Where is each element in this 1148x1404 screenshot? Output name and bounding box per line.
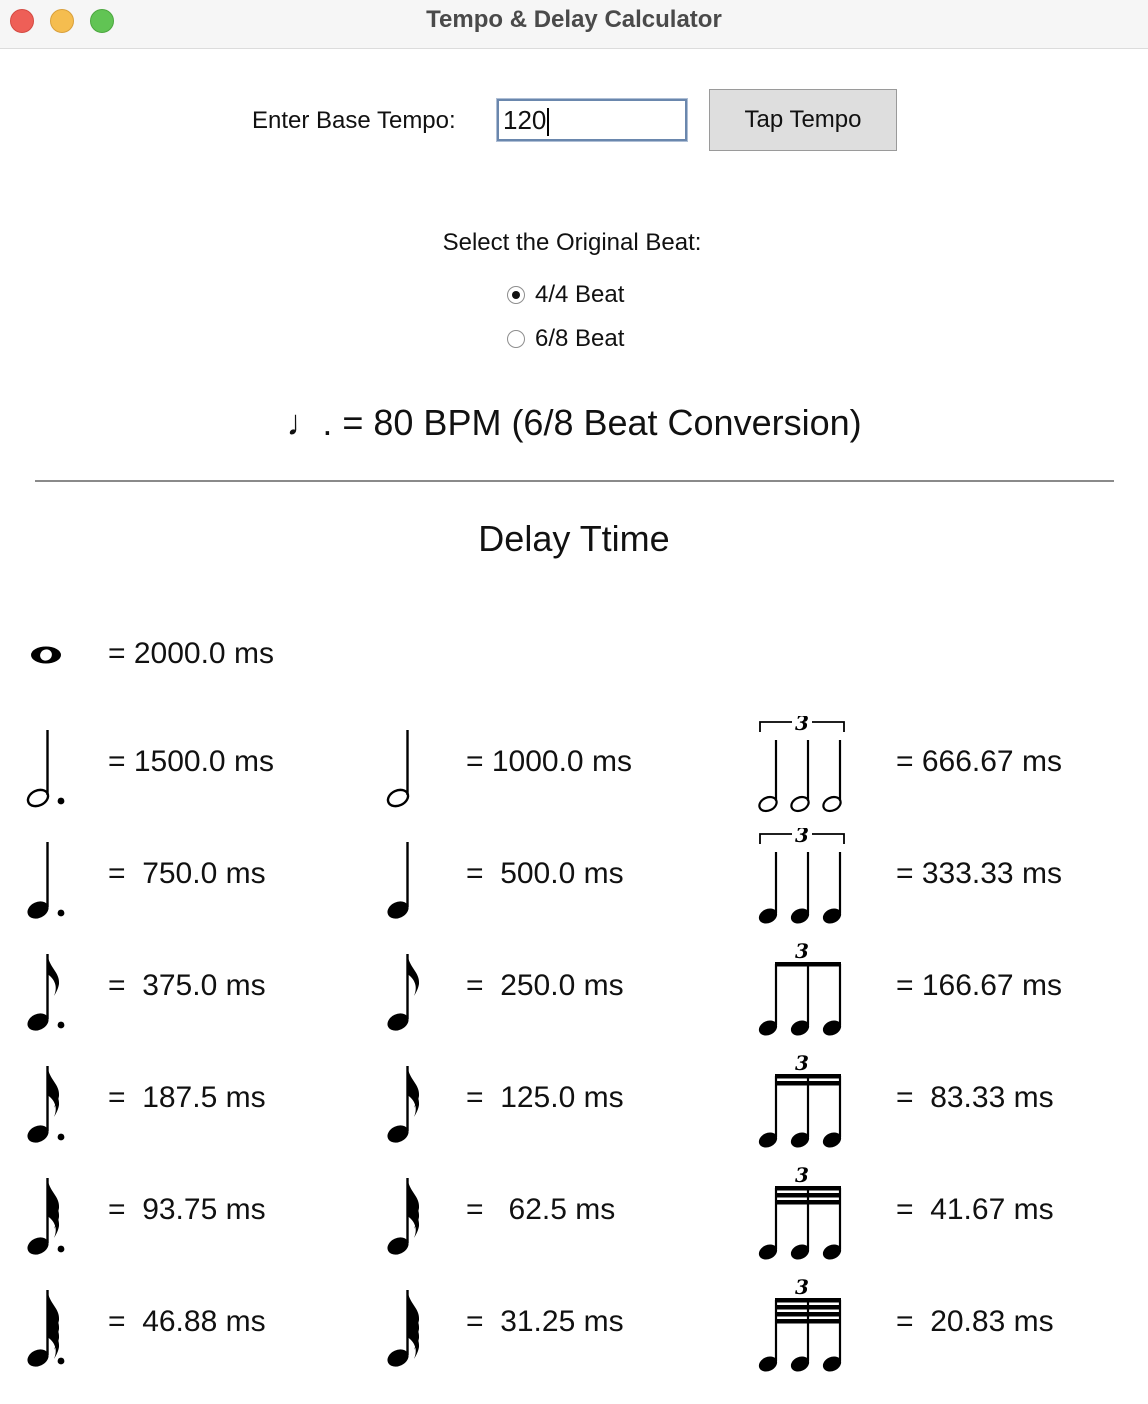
triplet-note-value: = 20.83 ms: [896, 1305, 1054, 1338]
radio-6-8-beat[interactable]: [507, 325, 624, 353]
whole-note-icon: [26, 640, 66, 670]
radio-label-4-4: 4/4 Beat: [535, 281, 625, 308]
dotted-sixteenth-note-icon: [24, 1060, 74, 1150]
dotted-quarter-note-icon: [24, 836, 74, 926]
straight-note-value: = 500.0 ms: [466, 857, 624, 890]
straight-note-value: = 1000.0 ms: [466, 745, 632, 778]
eighth-note-icon: [384, 948, 434, 1038]
whole-note-value: = 2000.0 ms: [108, 637, 274, 670]
sixty-fourth-note-icon: [384, 1284, 434, 1374]
dotted-note-value: = 46.88 ms: [108, 1305, 266, 1338]
dotted-note-value: = 1500.0 ms: [108, 745, 274, 778]
thirty-second-note-triplet-icon: [756, 1164, 852, 1264]
svg-text:3: 3: [795, 1164, 809, 1187]
eighth-note-triplet-icon: [756, 940, 852, 1040]
tap-tempo-button[interactable]: Tap Tempo: [709, 89, 897, 151]
dotted-note-value: = 187.5 ms: [108, 1081, 266, 1114]
text-caret: [547, 108, 549, 136]
half-note-triplet-icon: [756, 716, 852, 816]
radio-circle-selected[interactable]: [507, 286, 525, 304]
half-note-icon: [384, 724, 434, 814]
straight-note-value: = 31.25 ms: [466, 1305, 624, 1338]
title-bar: [0, 0, 1148, 49]
triplet-note-value: = 166.67 ms: [896, 969, 1062, 1002]
triplet-note-value: = 83.33 ms: [896, 1081, 1054, 1114]
triplet-note-value: = 333.33 ms: [896, 857, 1062, 890]
delay-section-title: Delay Ttime: [478, 518, 670, 559]
triplet-note-value: = 41.67 ms: [896, 1193, 1054, 1226]
beat-prompt: Select the Original Beat:: [442, 229, 702, 256]
straight-note-value: = 125.0 ms: [466, 1081, 624, 1114]
sixteenth-note-icon: [384, 1060, 434, 1150]
dotted-thirty-second-note-icon: [24, 1172, 74, 1262]
triplet-note-value: = 666.67 ms: [896, 745, 1062, 778]
straight-note-value: = 62.5 ms: [466, 1193, 616, 1226]
sixteenth-note-triplet-icon: [756, 1052, 852, 1152]
tempo-input[interactable]: [497, 99, 687, 141]
dotted-note-value: = 93.75 ms: [108, 1193, 266, 1226]
quarter-note-icon: [384, 836, 434, 926]
tempo-label: Enter Base Tempo:: [252, 107, 456, 134]
dotted-sixty-fourth-note-icon: [24, 1284, 74, 1374]
radio-circle[interactable]: [507, 330, 525, 348]
svg-text:3: 3: [795, 940, 809, 963]
divider: [35, 480, 1114, 482]
svg-text:3: 3: [795, 828, 809, 847]
bpm-conversion-text: ♩. = 80 BPM (6/8 Beat Conversion): [286, 402, 862, 443]
svg-text:3: 3: [795, 1276, 809, 1299]
dotted-note-value: = 375.0 ms: [108, 969, 266, 1002]
dotted-half-note-icon: [24, 724, 74, 814]
tempo-input-value: 120: [503, 105, 547, 135]
radio-4-4-beat[interactable]: [507, 281, 624, 309]
sixty-fourth-note-triplet-icon: [756, 1276, 852, 1376]
thirty-second-note-icon: [384, 1172, 434, 1262]
svg-text:3: 3: [795, 1052, 809, 1075]
dotted-note-value: = 750.0 ms: [108, 857, 266, 890]
quarter-note-triplet-icon: [756, 828, 852, 928]
dotted-eighth-note-icon: [24, 948, 74, 1038]
svg-text:3: 3: [795, 716, 809, 735]
radio-label-6-8: 6/8 Beat: [535, 325, 625, 352]
window-title: Tempo & Delay Calculator: [426, 6, 722, 33]
straight-note-value: = 250.0 ms: [466, 969, 624, 1002]
